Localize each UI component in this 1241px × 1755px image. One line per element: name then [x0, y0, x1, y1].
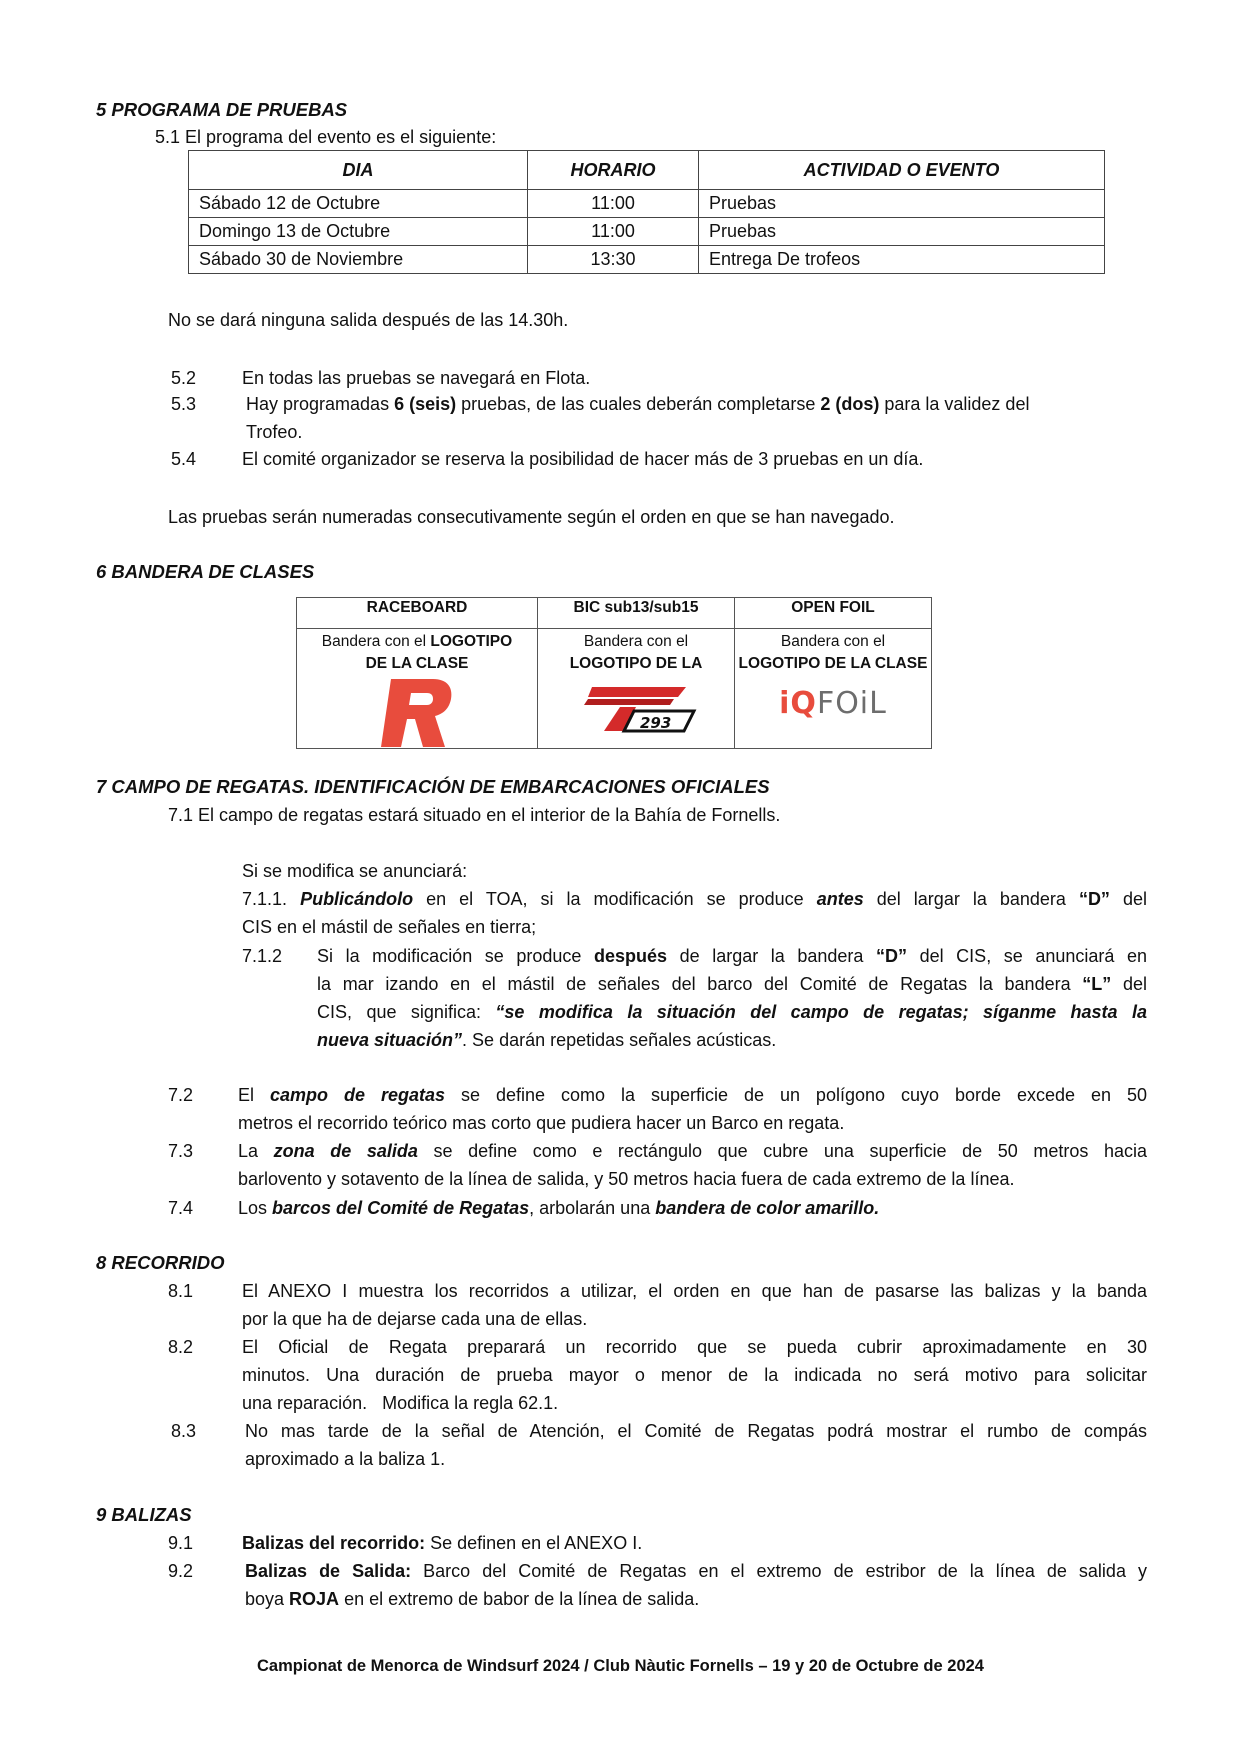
text: Si la modificación se produce — [317, 946, 594, 966]
header-actividad: ACTIVIDAD O EVENTO — [699, 151, 1105, 190]
cell-actividad: Entrega De trofeos — [699, 246, 1105, 274]
header-dia: DIA — [189, 151, 528, 190]
bold-italic-text: Publicándolo — [300, 889, 414, 909]
section-5-1-intro: 5.1 El programa del evento es el siguiente: — [155, 127, 497, 147]
text: Barco del Comité de Regatas en el extremo de estribor de la línea de salida y — [411, 1561, 1147, 1581]
text: para la validez del — [879, 394, 1030, 414]
para-8-1-line1: El ANEXO I muestra los recorridos a utilizar, el orden en que han de pasarse las balizas y la banda — [242, 1281, 1147, 1301]
item-5-2-num: 5.2 — [171, 368, 197, 388]
text: Hay programadas — [246, 394, 395, 414]
text: La — [238, 1141, 274, 1161]
header-bic: BIC sub13/sub15 — [538, 598, 735, 629]
modifica-label: Si se modifica se anunciará: — [242, 861, 468, 881]
numbering-note: Las pruebas serán numeradas consecutivamente según el orden en que se han navegado. — [168, 507, 895, 527]
header-horario: HORARIO — [528, 151, 699, 190]
para-7-4-num: 7.4 — [168, 1198, 194, 1218]
text: la mar izando en el mástil de señales del barco del Comité de Regatas la bandera — [317, 974, 1083, 994]
text: se define como la superficie de un polígono cuyo borde excede en 50 — [445, 1085, 1147, 1105]
text: del — [1109, 889, 1147, 909]
page-footer: Campionat de Menorca de Windsurf 2024 / Club Nàutic Fornells – 19 y 20 de Octubre de 2024 — [257, 1657, 984, 1675]
para-7-1-1 — [242, 886, 1147, 912]
cell-raceboard — [297, 629, 538, 749]
text: se define como e rectángulo que cubre una superficie de 50 metros hacia — [417, 1141, 1147, 1161]
bold-italic-text: zona de salida — [273, 1141, 418, 1161]
text: en el extremo de babor de la línea de salida. — [339, 1589, 700, 1609]
text: El — [238, 1085, 270, 1105]
para-7-2-line2: metros el recorrido teórico mas corto que pudiera hacer un Barco en regata. — [238, 1113, 845, 1133]
bold-text: ROJA — [289, 1589, 340, 1609]
cell-bic — [538, 629, 735, 749]
cell-horario: 11:00 — [528, 218, 699, 246]
cell-actividad: Pruebas — [699, 190, 1105, 218]
text: en el TOA, si la modificación se produce — [413, 889, 817, 909]
cell-line1: Bandera con el — [780, 633, 886, 650]
bold-italic-text: bandera de color amarillo. — [655, 1198, 880, 1218]
para-7-1-2-line4 — [317, 1027, 776, 1053]
text: Se definen en el ANEXO I. — [425, 1533, 643, 1553]
cell-dia: Sábado 12 de Octubre — [189, 190, 528, 218]
para-7-3-num: 7.3 — [168, 1141, 194, 1161]
section-5-heading: 5 PROGRAMA DE PRUEBAS — [96, 99, 348, 120]
text: boya — [245, 1589, 290, 1609]
text: Bandera con el — [321, 633, 431, 650]
schedule-table — [188, 150, 1105, 274]
para-9-2-num: 9.2 — [168, 1561, 194, 1581]
text: de largar la bandera — [667, 946, 877, 966]
item-5-4-text: El comité organizador se reserva la posibilidad de hacer más de 3 pruebas en un día. — [242, 449, 924, 469]
para-8-1-num: 8.1 — [168, 1281, 194, 1301]
cell-dia: Domingo 13 de Octubre — [189, 218, 528, 246]
para-7-1-2-line3 — [317, 999, 1147, 1025]
para-8-1-line2: por la que ha de dejarse cada una de ellas. — [242, 1309, 588, 1329]
schedule-header-row — [189, 151, 1105, 190]
para-7-2-num: 7.2 — [168, 1085, 194, 1105]
para-8-3-line2: aproximado a la baliza 1. — [245, 1449, 446, 1469]
text: Los — [238, 1198, 273, 1218]
para-7-1-2-line2 — [317, 971, 1147, 997]
bold-italic-text: campo de regatas — [269, 1085, 445, 1105]
cell-line1: Bandera con el — [583, 633, 689, 650]
para-7-1-2-num: 7.1.2 — [242, 946, 283, 966]
text: , arbolarán una — [529, 1198, 656, 1218]
text: del — [1111, 974, 1147, 994]
para-8-2-num: 8.2 — [168, 1337, 194, 1357]
bold-italic-text: “se modifica la situación del campo de regatas; síganme hasta la — [495, 1002, 1147, 1022]
para-8-2-line2: minutos. Una duración de prueba mayor o menor de la indicada no será motivo para solicitar — [242, 1365, 1147, 1385]
cell-horario: 11:00 — [528, 190, 699, 218]
para-7-2-line1 — [238, 1082, 1147, 1108]
logo-text-iq: iQ — [779, 686, 817, 721]
text: del CIS, se anunciará en — [907, 946, 1148, 966]
cell-horario: 13:30 — [528, 246, 699, 274]
cell-line2 — [736, 653, 930, 675]
item-5-3-line2: Trofeo. — [246, 422, 303, 442]
table-row — [189, 190, 1105, 218]
bold-text: 6 (seis) — [394, 394, 457, 414]
item-num: 7.1.1. — [242, 889, 288, 909]
bold-text: 2 (dos) — [820, 394, 880, 414]
class-flags-table — [296, 597, 932, 749]
iqfoil-logo-icon — [736, 687, 930, 721]
header-raceboard: RACEBOARD — [297, 598, 538, 629]
text: . Se darán repetidas señales acústicas. — [462, 1030, 777, 1050]
bold-text: “L” — [1082, 974, 1112, 994]
section-9-heading: 9 BALIZAS — [96, 1504, 192, 1525]
cell-line2 — [539, 653, 733, 675]
logo-text-foil: FOiL — [816, 686, 887, 721]
bold-text: después — [594, 946, 668, 966]
raceboard-r-logo-icon — [381, 679, 453, 747]
para-9-1-text — [242, 1530, 642, 1556]
para-9-1-num: 9.1 — [168, 1533, 194, 1553]
cell-line2 — [298, 653, 536, 675]
cell-dia: Sábado 30 de Noviembre — [189, 246, 528, 274]
svg-text:293: 293 — [640, 714, 672, 732]
flags-header-row — [297, 598, 932, 629]
techno-293-logo-icon — [574, 685, 698, 735]
item-5-3-text — [246, 391, 1029, 417]
bold-italic-text: barcos del Comité de Regatas — [272, 1198, 530, 1218]
bold-text: “D” — [1078, 889, 1110, 909]
para-9-2-line2 — [245, 1586, 699, 1612]
section-7-heading: 7 CAMPO DE REGATAS. IDENTIFICACIÓN DE EMBARCACIONES OFICIALES — [96, 776, 770, 797]
bold-italic-text: antes — [816, 889, 864, 909]
para-8-2-line3: una reparación. Modifica la regla 62.1. — [242, 1393, 559, 1413]
para-7-4-text — [238, 1195, 879, 1221]
para-7-1: 7.1 El campo de regatas estará situado en el interior de la Bahía de Fornells. — [168, 805, 781, 825]
table-row — [189, 246, 1105, 274]
bold-text: DE LA CLASE — [365, 655, 469, 672]
no-start-note: No se dará ninguna salida después de las 14.30h. — [168, 310, 569, 330]
text: CIS, que significa: — [317, 1002, 496, 1022]
bold-text: Balizas de Salida: — [245, 1561, 412, 1581]
item-5-2-text: En todas las pruebas se navegará en Flota. — [242, 368, 591, 388]
para-8-3-line1: No mas tarde de la señal de Atención, el Comité de Regatas podrá mostrar el rumbo de compás — [245, 1421, 1147, 1441]
text: del largar la bandera — [863, 889, 1079, 909]
cell-line1 — [298, 631, 536, 653]
bold-text: LOGOTIPO DE LA CLASE — [738, 655, 928, 672]
bold-text: “D” — [876, 946, 908, 966]
para-8-2-line1: El Oficial de Regata preparará un recorrido que se pueda cubrir aproximadamente en 30 — [242, 1337, 1147, 1357]
flags-row — [297, 629, 932, 749]
para-9-2-line1 — [245, 1558, 1147, 1584]
para-7-1-1-line2: CIS en el mástil de señales en tierra; — [242, 917, 537, 937]
section-6-heading: 6 BANDERA DE CLASES — [96, 561, 315, 582]
bold-italic-text: nueva situación” — [317, 1030, 463, 1050]
item-5-4-num: 5.4 — [171, 449, 197, 469]
cell-actividad: Pruebas — [699, 218, 1105, 246]
para-8-3-num: 8.3 — [171, 1421, 197, 1441]
para-7-1-2-line1 — [317, 943, 1147, 969]
bold-text: Balizas del recorrido: — [242, 1533, 426, 1553]
para-7-3-line2: barlovento y sotavento de la línea de salida, y 50 metros hacia fuera de cada extremo de la línea. — [238, 1169, 1015, 1189]
bold-text: LOGOTIPO DE LA — [569, 655, 703, 672]
cell-open-foil — [735, 629, 932, 749]
item-5-3-num: 5.3 — [171, 394, 197, 414]
header-open-foil: OPEN FOIL — [735, 598, 932, 629]
section-8-heading: 8 RECORRIDO — [96, 1252, 225, 1273]
bold-text: LOGOTIPO — [430, 633, 513, 650]
table-row — [189, 218, 1105, 246]
para-7-3-line1 — [238, 1138, 1147, 1164]
text: pruebas, de las cuales deberán completarse — [456, 394, 821, 414]
